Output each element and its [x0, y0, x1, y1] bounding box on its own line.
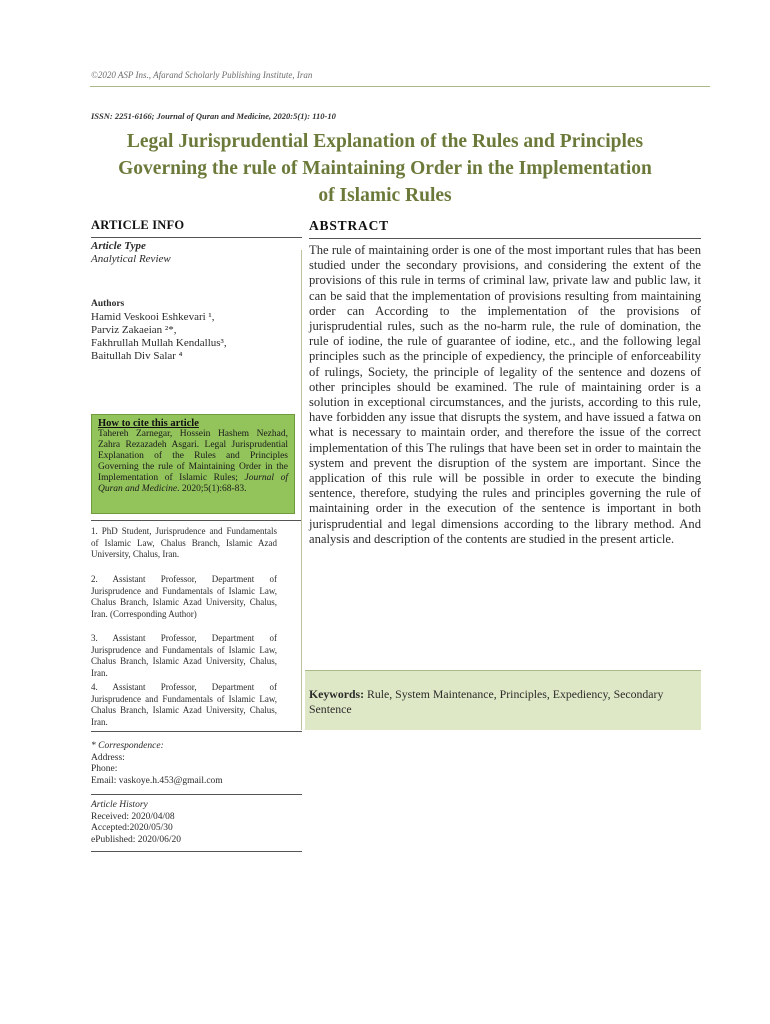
history-block — [91, 800, 302, 846]
affiliation-2: 2. Assistant Professor, Department of Jurisprudence and Fundamentals of Islamic Law, Chalus Branch, Islamic Azad University, Chalus, Iran. (Corresponding Author) — [91, 574, 277, 619]
author-2: Parviz Zakaeian ²*, — [91, 323, 177, 336]
citation-journal: Journal of Quran and Medicine — [98, 473, 288, 494]
correspondence-divider — [91, 731, 302, 732]
title-line-2: Governing the rule of Maintaining Order in the Implementation — [118, 158, 652, 179]
article-info-divider — [91, 237, 302, 238]
keywords-label: Keywords: — [309, 687, 365, 701]
article-type-value: Analytical Review — [91, 253, 171, 265]
author-3: Fakhrullah Mullah Kendallus³, — [91, 336, 227, 349]
history-divider — [91, 794, 302, 795]
citation-box — [91, 414, 295, 514]
history-published: ePublished: 2020/06/20 — [91, 834, 181, 845]
issn-line: ISSN: 2251-6166; Journal of Quran and Medicine, 2020:5(1): 110-10 — [91, 111, 336, 121]
correspondence-email: Email: vaskoye.h.453@gmail.com — [91, 775, 223, 786]
affiliation-4: 4. Assistant Professor, Department of Jurisprudence and Fundamentals of Islamic Law, Chalus Branch, Islamic Azad University, Chalus, Iran. — [91, 682, 277, 727]
article-type-label: Article Type — [91, 240, 146, 252]
abstract-heading: ABSTRACT — [309, 218, 389, 233]
article-title — [90, 128, 680, 209]
citation-title: How to cite this article — [98, 418, 199, 429]
column-separator — [301, 250, 302, 730]
keywords-box — [305, 670, 701, 730]
author-4: Baitullah Div Salar ⁴ — [91, 349, 183, 362]
history-bottom-divider — [91, 851, 302, 852]
title-line-1: Legal Jurisprudential Explanation of the Rules and Principles — [126, 131, 644, 152]
history-label: Article History — [91, 800, 148, 810]
abstract-divider — [309, 238, 701, 239]
correspondence-block — [91, 741, 302, 787]
article-info-column — [91, 218, 302, 363]
article-info-heading: ARTICLE INFO — [91, 218, 185, 232]
keywords-text: Rule, System Maintenance, Principles, Expediency, Secondary Sentence — [309, 687, 664, 716]
correspondence-label: * Correspondence: — [91, 741, 164, 751]
authors-label: Authors — [91, 299, 125, 309]
header-divider — [90, 86, 710, 87]
title-line-3: of Islamic Rules — [318, 185, 452, 206]
history-accepted: Accepted:2020/05/30 — [91, 823, 173, 833]
abstract-column — [309, 218, 701, 547]
correspondence-address: Address: — [91, 752, 125, 763]
affiliations-divider — [91, 520, 302, 521]
affiliation-3: 3. Assistant Professor, Department of Jurisprudence and Fundamentals of Islamic Law, Chalus Branch, Islamic Azad University, Chalus, Iran. — [91, 633, 277, 678]
citation-tail: . 2020;5(1):68-83. — [177, 484, 247, 494]
history-received: Received: 2020/04/08 — [91, 811, 175, 822]
citation-body: Tahereh Zarnegar, Hossein Hashem Nezhad, Zahra Rezazadeh Asgari. Legal Jurisprudential Explanation of the Rules and Principles Governing the rule of Maintaining Order in the Implementation of Islamic Rules; — [98, 429, 288, 483]
correspondence-phone: Phone: — [91, 764, 118, 774]
affiliation-1: 1. PhD Student, Jurisprudence and Fundamentals of Islamic Law, Chalus Branch, Islamic Azad University, Chalus, Iran. — [91, 526, 277, 559]
author-1: Hamid Veskooi Eshkevari ¹, — [91, 310, 215, 323]
abstract-text: The rule of maintaining order is one of the most important rules that has been studied under the secondary provisions, and considering the extent of the provisions of this rule in terms of criminal law, private law and public law, it can be said that the implementation of provisions resulting from maintaining order can According to the implementation of the provisions of jurisprudential rules, such as the no-harm rule, the rule of domination, the rule of iodine, the rule of guarantee of iodine, etc., and the following legal principles such as the principle of expediency, the principle of enforceability of rulings, Society, the principle of legality of the sentence and dozens of other principles should be examined. The rule of maintaining order is a solution in exceptional circumstances, and the jurists, according to this rule, have forbidden any issue that disrupts the system, and have issued a fatwa on what is necessary to maintain order, and therefore the issue of the correct implementation of this The rulings that have been set in order to maintain the system and prevent the disruption of the system are important. Since the application of this rule will be possible in order to execute the binding sentence, therefore, studying the rules and principles governing the rule of maintaining order in the execution of the sentence is important in both jurisprudential and legal dimensions according to the library method. And analysis and description of the contents are studied in the present article. — [309, 243, 701, 546]
copyright-note: ©2020 ASP Ins., Afarand Scholarly Publishing Institute, Iran — [91, 70, 313, 80]
citation-text — [98, 429, 288, 495]
